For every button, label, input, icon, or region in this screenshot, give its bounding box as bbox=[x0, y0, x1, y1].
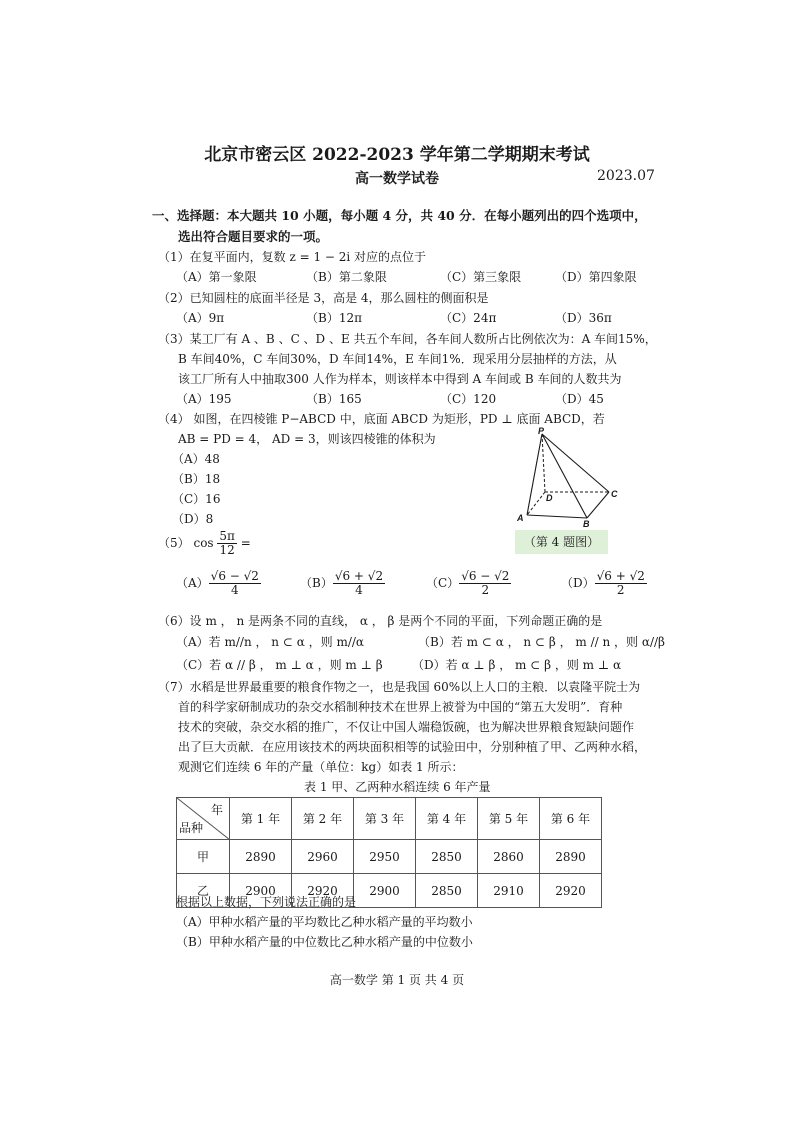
q2-option-a: （A）9π bbox=[176, 311, 225, 325]
q4-line2: AB = PD = 4， AD = 3，则该四棱锥的体积为 bbox=[178, 432, 436, 446]
q5-prefix: （5） bbox=[158, 536, 190, 551]
table-cell: 2920 bbox=[292, 874, 354, 908]
q7-line1: （7）水稻是世界最重要的粮食作物之一，也是我国 60%以上人口的主粮．以袁隆平院士为 bbox=[158, 680, 641, 694]
q5-den: 12 bbox=[219, 543, 235, 558]
q2-stem: （2）已知圆柱的底面半径是 3，高是 4，那么圆柱的侧面积是 bbox=[158, 291, 489, 305]
q1-option-c: （C）第三象限 bbox=[440, 270, 522, 284]
q5-eq: = bbox=[240, 536, 251, 551]
table-cell: 2920 bbox=[540, 874, 602, 908]
q5-fraction bbox=[217, 530, 237, 557]
q7-line5: 观测它们连续 6 年的产量（单位：kg）如表 1 所示： bbox=[178, 760, 464, 774]
table-header: 第 6 年 bbox=[540, 798, 602, 840]
table-cell: 2890 bbox=[540, 840, 602, 874]
q1-option-a: （A）第一象限 bbox=[176, 270, 257, 284]
q3-option-d: （D）45 bbox=[555, 392, 604, 406]
label-b: B bbox=[583, 519, 590, 528]
table-corner-cell bbox=[177, 798, 230, 840]
table-cell: 2910 bbox=[478, 874, 540, 908]
q3-option-c: （C）120 bbox=[440, 392, 497, 406]
table-header: 第 2 年 bbox=[292, 798, 354, 840]
q1-stem: （1）在复平面内，复数 z = 1 − 2i 对应的点位于 bbox=[158, 250, 427, 264]
q7-option-b: （B）甲种水稻产量的中位数比乙种水稻产量的中位数小 bbox=[176, 935, 473, 949]
q4-option-a: （A）48 bbox=[172, 452, 220, 466]
q1-option-d: （D）第四象限 bbox=[555, 270, 637, 284]
table-cell: 2900 bbox=[230, 874, 292, 908]
exam-title: 北京市密云区 2022-2023 学年第二学期期末考试 bbox=[204, 145, 590, 165]
exam-subtitle: 高一数学试卷 bbox=[355, 171, 439, 187]
label-a: A bbox=[517, 513, 524, 523]
q5-stem bbox=[158, 530, 251, 557]
q7-after: 根据以上数据，下列说法正确的是 bbox=[176, 895, 357, 909]
q5-num: 5π bbox=[219, 529, 235, 543]
table-cell: 2960 bbox=[292, 840, 354, 874]
table-cell: 2850 bbox=[416, 874, 478, 908]
table-cell: 2950 bbox=[354, 840, 416, 874]
table-header: 第 5 年 bbox=[478, 798, 540, 840]
q3-line3: 该工厂所有人中抽取300 人作为样本，则该样本中得到 A 车间或 B 车间的人数共为 bbox=[178, 372, 622, 386]
q7-line2: 首的科学家研制成功的杂交水稻制种技术在世界上被誉为中国的“第五大发明”．育种 bbox=[178, 700, 623, 714]
q6-option-d: （D）若 α ⊥ β ， m ⊂ β ，则 m ⊥ α bbox=[412, 658, 622, 672]
q3-option-a: （A）195 bbox=[176, 392, 232, 406]
row-label: 甲 bbox=[177, 840, 230, 874]
table-row bbox=[177, 840, 602, 874]
q1-option-b: （B）第二象限 bbox=[306, 270, 387, 284]
q2-option-c: （C）24π bbox=[440, 311, 497, 325]
table-header-row bbox=[177, 798, 602, 840]
q5-func: cos bbox=[193, 536, 214, 551]
table-cell: 2850 bbox=[416, 840, 478, 874]
q2-option-b: （B）12π bbox=[306, 311, 362, 325]
q7-line4: 出了巨大贡献．在应用该技术的两块面积相等的试验田中，分别种植了甲、乙两种水稻， bbox=[178, 740, 647, 754]
q3-line2: B 车间40%，C 车间30%，D 车间14%，E 车间1%．现采用分层抽样的方法，从 bbox=[178, 352, 617, 366]
q5-option-d: （D） $\frac{√6 + √2}{2}$ bbox=[561, 569, 645, 598]
label-d: D bbox=[546, 493, 553, 503]
q3-option-b: （B）165 bbox=[306, 392, 362, 406]
figure-caption: （第 4 题图） bbox=[515, 530, 608, 554]
table-header: 第 3 年 bbox=[354, 798, 416, 840]
q5-option-c: （C） $\frac{√6 - √2}{2}$ bbox=[426, 569, 510, 598]
table-header: 第 4 年 bbox=[416, 798, 478, 840]
q4-option-d: （D）8 bbox=[172, 512, 214, 526]
q4-line1: （4） 如图，在四棱锥 P−ABCD 中，底面 ABCD 为矩形，PD ⊥ 底面 ABCD，若 bbox=[158, 412, 605, 426]
table-cell: 2900 bbox=[354, 874, 416, 908]
q6-stem: （6）设 m ， n 是两条不同的直线， α ， β 是两个不同的平面，下列命题正确的是 bbox=[158, 614, 603, 628]
corner-top: 年 bbox=[210, 803, 223, 817]
corner-bottom: 品种 bbox=[179, 821, 204, 835]
q3-line1: （3）某工厂有 A 、B 、C 、D 、E 共五个车间，各车间人数所占比例依次为：A 车间15%， bbox=[158, 332, 657, 346]
page-footer: 高一数学 第 1 页 共 4 页 bbox=[329, 973, 465, 987]
table-cell: 2860 bbox=[478, 840, 540, 874]
label-c: C bbox=[611, 489, 618, 499]
q4-option-c: （C）16 bbox=[172, 492, 221, 506]
label-p: P bbox=[538, 426, 545, 436]
exam-date: 2023.07 bbox=[597, 168, 655, 184]
yield-table bbox=[176, 797, 602, 908]
q6-option-b: （B）若 m ⊂ α ， n ⊂ β ， m // n ，则 α//β bbox=[418, 635, 665, 649]
row-label: 乙 bbox=[177, 874, 230, 908]
table-header: 第 1 年 bbox=[230, 798, 292, 840]
q5-option-b: （B） $\frac{√6 + √2}{4}$ bbox=[300, 569, 384, 598]
section-heading: 一、选择题：本大题共 10 小题，每小题 4 分，共 40 分．在每小题列出的四个选项中， bbox=[152, 208, 647, 223]
section-heading-cont: 选出符合题目要求的一项。 bbox=[178, 229, 329, 244]
q6-option-a: （A）若 m//n ， n ⊂ α ，则 m//α bbox=[176, 635, 365, 649]
q5-option-a: （A） $\frac{√6 - √2}{4}$ bbox=[176, 569, 259, 598]
table-title: 表 1 甲、乙两种水稻连续 6 年产量 bbox=[304, 780, 491, 794]
table-cell: 2890 bbox=[230, 840, 292, 874]
pyramid-figure bbox=[510, 426, 620, 528]
q7-line3: 技术的突破，杂交水稻的推广，不仅让中国人端稳饭碗，也为解决世界粮食短缺问题作 bbox=[178, 720, 635, 734]
q7-option-a: （A）甲种水稻产量的平均数比乙种水稻产量的平均数小 bbox=[176, 915, 473, 929]
q4-option-b: （B）18 bbox=[172, 472, 221, 486]
q2-option-d: （D）36π bbox=[555, 311, 612, 325]
q6-option-c: （C）若 α // β ， m ⊥ α ，则 m ⊥ β bbox=[176, 658, 383, 672]
